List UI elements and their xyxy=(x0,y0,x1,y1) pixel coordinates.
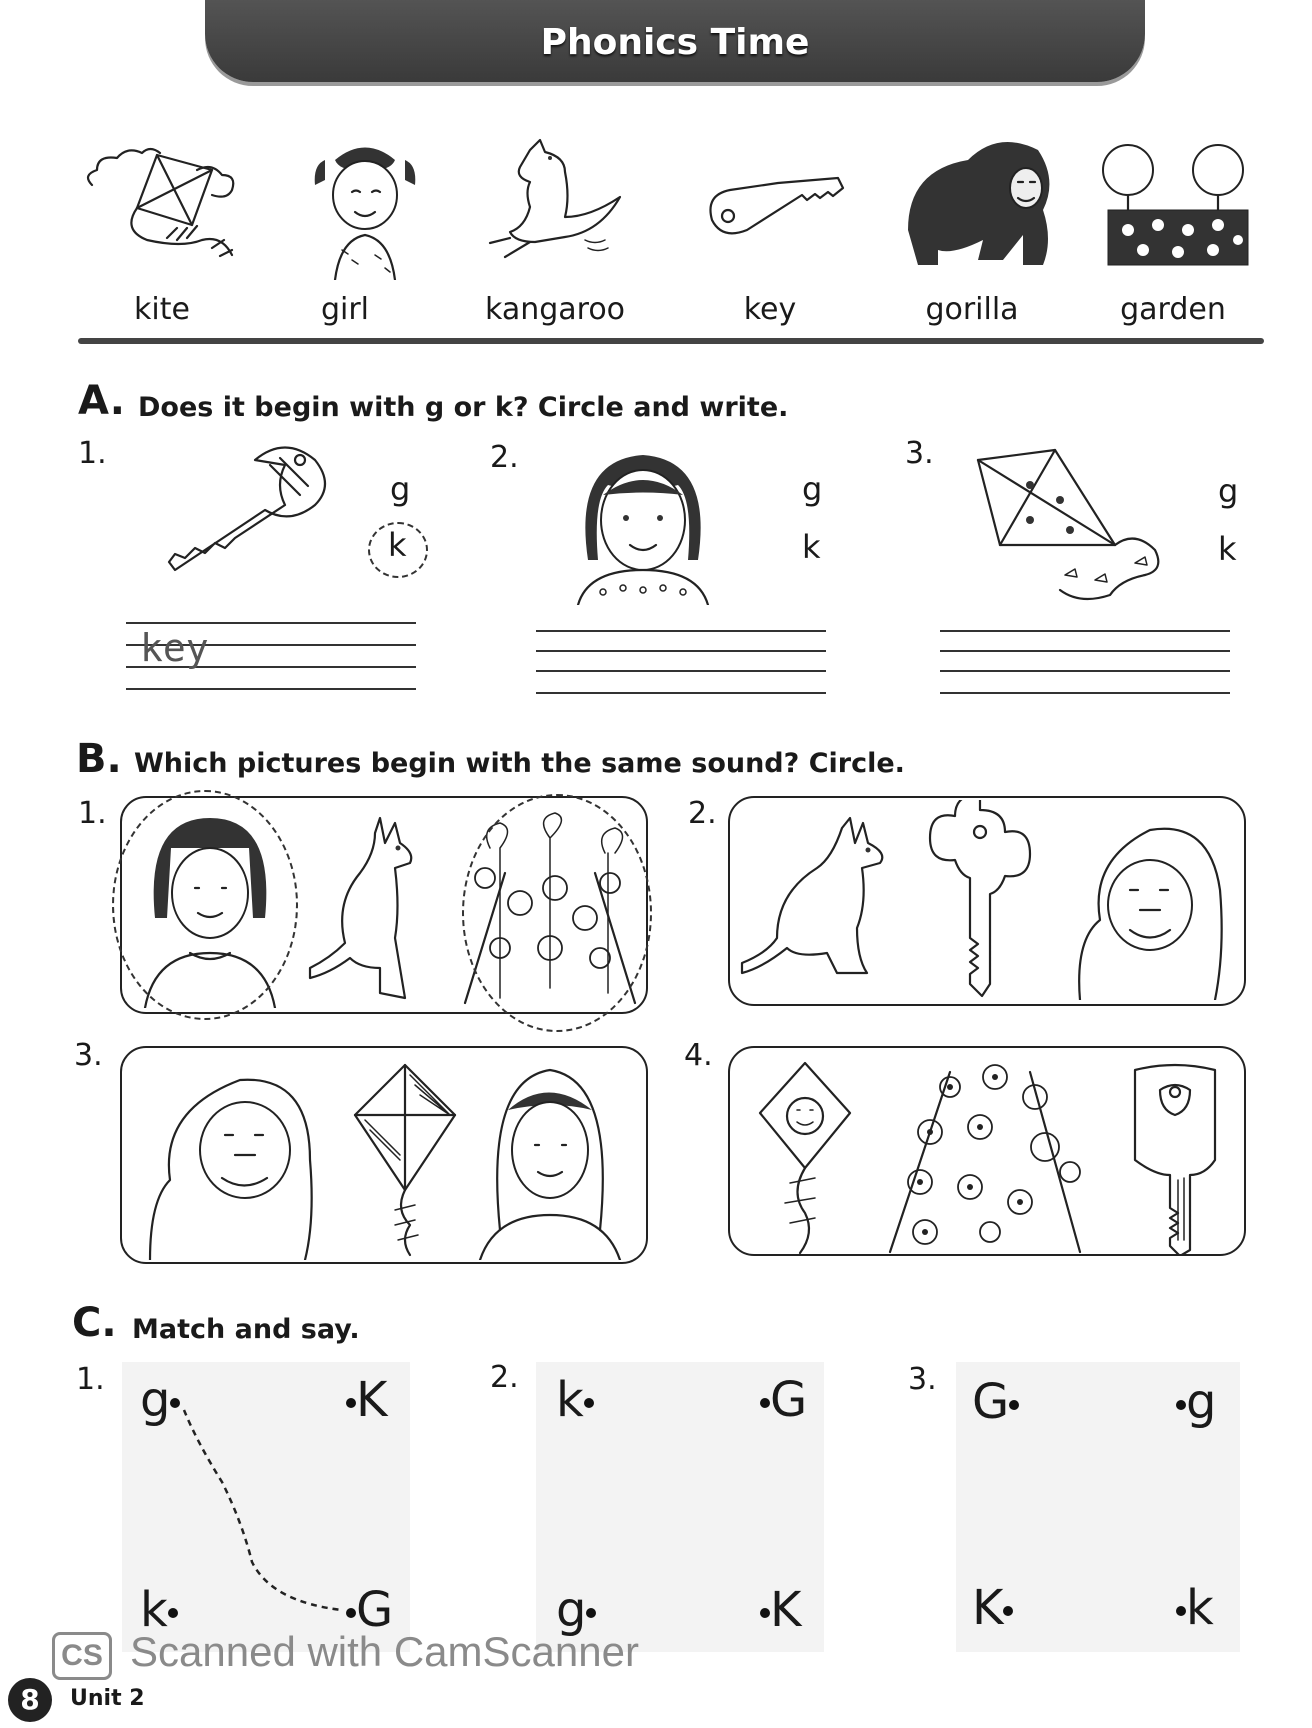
writing-lines[interactable] xyxy=(536,630,826,700)
match-letter[interactable]: G xyxy=(760,1372,807,1428)
camscanner-logo: CS xyxy=(52,1632,112,1680)
garden-icon[interactable] xyxy=(870,1052,1110,1258)
key-icon xyxy=(160,440,340,580)
section-c-letter: C. xyxy=(72,1300,117,1346)
option-k[interactable]: k xyxy=(388,526,407,564)
divider xyxy=(78,338,1264,344)
page-title: Phonics Time xyxy=(540,22,810,63)
key-icon xyxy=(690,130,870,280)
section-c-instruction: Match and say. xyxy=(132,1314,360,1345)
kite-icon xyxy=(970,445,1170,605)
watermark-text: Scanned with CamScanner xyxy=(130,1628,639,1675)
section-b-letter: B. xyxy=(76,736,122,782)
answer-circle xyxy=(112,790,298,1020)
item-number: 2. xyxy=(490,1360,519,1395)
vocab-word: garden xyxy=(1120,292,1226,327)
vocab-word: kangaroo xyxy=(484,292,626,327)
written-answer: key xyxy=(140,626,209,670)
gorilla-icon[interactable] xyxy=(140,1060,320,1260)
vocab-word: gorilla xyxy=(925,292,1019,327)
match-letter[interactable]: G xyxy=(972,1374,1019,1430)
item-number: 4. xyxy=(684,1038,713,1073)
match-letter[interactable]: K xyxy=(760,1582,801,1638)
garden-icon xyxy=(1088,130,1268,280)
match-letter[interactable]: k xyxy=(556,1372,594,1428)
page-number: 8 xyxy=(8,1678,52,1722)
kite-icon[interactable] xyxy=(340,1060,470,1260)
item-number: 3. xyxy=(908,1362,937,1397)
section-b-instruction: Which pictures begin with the same sound? Circle. xyxy=(134,748,905,779)
option-k[interactable]: k xyxy=(1218,530,1237,568)
key-icon[interactable] xyxy=(1120,1060,1230,1256)
item-number: 1. xyxy=(76,1362,105,1397)
item-number: 3. xyxy=(74,1038,103,1073)
option-g[interactable]: g xyxy=(802,470,823,508)
option-g[interactable]: g xyxy=(1218,472,1239,510)
gorilla-icon xyxy=(888,130,1068,280)
item-number: 2. xyxy=(688,796,717,831)
item-number: 2. xyxy=(490,440,519,475)
vocab-word: key xyxy=(743,292,797,327)
girl-icon xyxy=(280,130,460,280)
kite-icon xyxy=(72,130,252,280)
answer-circle xyxy=(462,794,652,1032)
kangaroo-icon[interactable] xyxy=(740,808,910,998)
kangaroo-icon[interactable] xyxy=(300,808,450,1008)
section-a-letter: A. xyxy=(78,378,125,424)
match-letter[interactable]: G xyxy=(346,1582,393,1638)
item-number: 3. xyxy=(905,436,934,471)
match-letter[interactable]: k xyxy=(1176,1580,1214,1636)
writing-lines[interactable] xyxy=(940,630,1230,700)
match-letter[interactable]: g xyxy=(140,1372,180,1428)
match-letter[interactable]: k xyxy=(140,1582,178,1638)
match-letter[interactable]: g xyxy=(1176,1374,1216,1430)
item-number: 1. xyxy=(78,796,107,831)
match-letter[interactable]: K xyxy=(972,1580,1013,1636)
match-letter[interactable]: K xyxy=(346,1372,387,1428)
kite-icon[interactable] xyxy=(750,1058,860,1258)
girl-icon xyxy=(568,440,718,605)
unit-label: Unit 2 xyxy=(70,1686,145,1711)
key-icon[interactable] xyxy=(920,800,1040,1000)
item-number: 1. xyxy=(78,436,107,471)
match-letter[interactable]: g xyxy=(556,1582,596,1638)
kangaroo-icon xyxy=(470,130,650,280)
option-g[interactable]: g xyxy=(390,470,411,508)
option-k[interactable]: k xyxy=(802,528,821,566)
section-a-instruction: Does it begin with g or k? Circle and write. xyxy=(138,392,789,423)
vocab-word: girl xyxy=(320,292,370,327)
vocab-word: kite xyxy=(134,292,190,327)
girl-icon[interactable] xyxy=(470,1060,630,1260)
gorilla-icon[interactable] xyxy=(1060,810,1230,1000)
